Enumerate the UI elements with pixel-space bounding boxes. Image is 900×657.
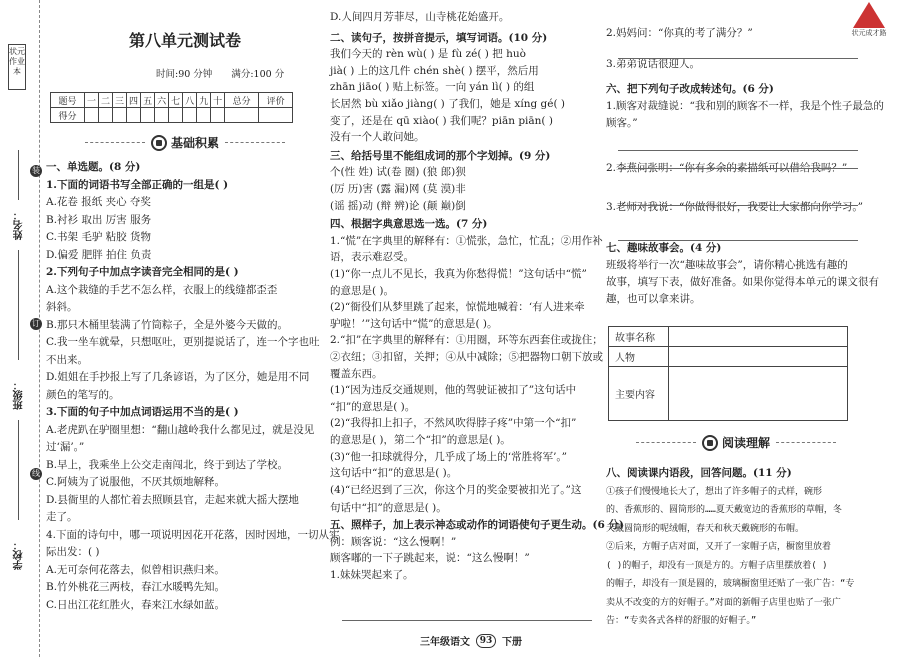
score-header-cell: 二 (99, 93, 113, 108)
score-cell[interactable] (155, 108, 169, 123)
question-text: 长居然 bù xiǎo jiàng( ) 了我们，她是 xíng gé( ) (330, 98, 565, 110)
question-text: (谣 摇)动 (辩 辨)论 (颠 巅)倒 (330, 199, 466, 212)
score-header-cell: 十 (211, 93, 225, 108)
score-table (50, 92, 293, 123)
score-row-label: 得分 (51, 108, 85, 123)
binding-dot: 订 (32, 319, 40, 328)
reading-icon (702, 435, 718, 451)
question-text: 1.“慌”在字典里的解释有：①慌张，急忙，忙乱；②用作补 (330, 234, 603, 247)
question-text: B.那只木桶里装满了竹筒粽子，全是外婆今天做的。 (46, 318, 289, 331)
question-text: 4.下面的诗句中，哪一项说明因花开花落，因时因地，一切从实 (46, 528, 340, 541)
question-text: C.书架 毛驴 粘胶 货物 (46, 231, 152, 243)
question-text: 斜斜。 (46, 301, 78, 313)
question-heading: 2.下列句子中加点字读音完全相同的是( ) (46, 266, 239, 278)
section-header-reading (606, 434, 866, 451)
question-text: 趣，也可以拿来讲。 (606, 293, 701, 305)
score-cell[interactable] (225, 108, 259, 123)
question-text: 2.“扣”在字典里的解释有：①用圈，环等东西套住或拢住； (330, 334, 603, 347)
score-header-cell: 总分 (225, 93, 259, 108)
question-text: 句话中“扣”的意思是( )。 (330, 502, 447, 515)
question-text: 我们今天的 rèn wù( ) 是 fù zé( ) 把 huò (330, 48, 526, 61)
question-heading: 3.下面的句子中加点词语运用不当的是( ) (46, 406, 239, 418)
question-text: 卖从不改变的方的好帽子。”对面的新帽子店里也贴了一张广 (606, 597, 841, 608)
school-label: 学校： (14, 540, 25, 570)
score-cell[interactable] (85, 108, 99, 123)
answer-line (618, 240, 858, 241)
question-text: (3)“他一扣球就得分，几乎成了场上的‘常胜将军’。” (330, 450, 568, 463)
question-text: ( )的帽子，却没有一顶是方的。方帽子店里摆放着( ) (606, 560, 828, 571)
full-score: 满分:100 分 (231, 69, 285, 80)
question-heading: 一、单选题。(8 分) (46, 161, 141, 173)
question-text: 过‘漏’。” (46, 441, 85, 453)
class-label: 班级： (14, 380, 25, 410)
question-text: (2)“衙役们从梦里跳了起来，惊慌地喊着：‘有人进来牵 (330, 301, 585, 314)
question-heading: 四、根据字典意思选一选。(7 分) (330, 218, 488, 231)
question-text: C.我一坐车就晕，只想呕吐，更别提说话了，连一个字也吐 (46, 336, 320, 348)
question-text: 顾客。” (606, 117, 638, 129)
name-label: 姓名： (14, 210, 25, 240)
binding-dot: 装 (32, 166, 40, 175)
score-header-cell: 七 (169, 93, 183, 108)
question-text: A.花卷 报纸 夹心 夺奖 (46, 196, 151, 208)
question-text: ②后来，方帽子店对面，又开了一家帽子店，橱窗里放着 (606, 542, 832, 552)
score-cell[interactable] (211, 108, 225, 123)
footer-volume: 下册 (502, 637, 522, 648)
question-text: (2)“我得扣上扣子，不然风吹得脖子疼”中第一个“扣” (330, 417, 577, 430)
score-header-cell: 八 (183, 93, 197, 108)
answer-line (618, 58, 858, 59)
question-text: D.人间四月芳菲尽，山寺桃花始盛开。 (330, 11, 510, 23)
page-footer (420, 633, 522, 648)
question-text: 颜色的笔写的。 (46, 388, 120, 401)
question-text: C.阿姨为了说服他，不厌其烦地解释。 (46, 476, 225, 488)
story-character-cell[interactable] (669, 347, 848, 367)
score-header-cell: 九 (197, 93, 211, 108)
page-number: 93 (476, 634, 496, 648)
question-text: “扣”的意思是( )。 (330, 400, 416, 413)
question-text: jià( ) 上的这几件 chén shè( ) 摆平，然后用 (330, 64, 539, 77)
question-text: 2.妈妈问：“你真的考了满分？” (606, 27, 753, 39)
story-table (608, 326, 848, 421)
answer-line (618, 168, 858, 169)
question-text: 的意思是( )，第二个“扣”的意思是( )。 (330, 434, 511, 446)
question-text: B.早上，我乘坐上公交走南闯北，终于到达了学校。 (46, 458, 289, 471)
question-text: 变了，还是在 qū xiào( ) 我们呢？piān piān( ) (330, 114, 553, 127)
story-character-label: 人物 (609, 347, 669, 367)
question-text: (1)“因为违反交通规则，他的驾驶证被扣了”这句话中 (330, 384, 577, 397)
score-cell[interactable] (259, 108, 293, 123)
question-text: zhān jiāo( ) 贴上标签。一向 yán lì( ) 的组 (330, 81, 535, 94)
section-title: 基础积累 (170, 136, 219, 150)
question-heading: 三、给括号里不能组成词的那个字划掉。(9 分) (330, 149, 551, 162)
story-content-label: 主要内容 (609, 367, 669, 421)
score-header-cell: 三 (113, 93, 127, 108)
question-text: 不出来。 (46, 353, 88, 366)
question-text: D.姐姐在手抄报上写了几条谚语，为了区分，她是用不同 (46, 371, 310, 383)
brand-tag: 状元作业本 (8, 44, 26, 90)
story-name-cell[interactable] (669, 327, 848, 347)
question-text: 际出发：( ) (46, 546, 100, 558)
page-title: 第八单元测试卷 (128, 31, 241, 50)
section-title: 阅读理解 (721, 436, 770, 450)
question-heading: 1.下面的词语书写全部正确的一组是( ) (46, 178, 229, 191)
question-text: 天戴圆筒形的呢绒帽，春天和秋天戴碗形的布帽。 (606, 523, 805, 534)
question-text: 的、香蕉形的、圆筒形的……夏天戴宽边的香蕉形的草帽，冬 (606, 505, 842, 515)
logo-caption: 状元成才路 (851, 29, 887, 37)
question-text: 顾客嘟的一下子跳起来，说：“这么慢啊！” (330, 552, 530, 565)
story-name-label: 故事名称 (609, 327, 669, 347)
score-header-cell: 六 (155, 93, 169, 108)
question-text: 语，表示难忍受。 (330, 251, 414, 264)
book-icon (151, 135, 167, 151)
fill-line (18, 250, 19, 360)
question-text: C.日出江花红胜火，春来江水绿如蓝。 (46, 598, 225, 611)
question-text: (厉 历)害 (露 漏)网 (莫 漠)非 (330, 183, 466, 195)
question-text: 覆盖东西。 (330, 367, 383, 380)
question-text: 的意思是( )。 (330, 284, 395, 297)
question-text: 3.弟弟说话很迎人。 (606, 58, 701, 70)
score-cell[interactable] (197, 108, 211, 123)
question-text: D.偏爱 肥胖 拍住 负责 (46, 248, 152, 261)
question-text: 2.李燕问张明：“你有多余的素描纸可以借给我吗？” (606, 162, 848, 174)
score-cell[interactable] (183, 108, 197, 123)
score-cell[interactable] (113, 108, 127, 123)
question-text: 走了。 (46, 511, 78, 523)
logo-emblem-icon (853, 2, 885, 28)
exam-meta (156, 66, 300, 80)
footer-subject: 三年级语文 (420, 637, 470, 648)
score-header-cell: 题号 (51, 93, 85, 108)
time-limit: 时间:90 分钟 (156, 69, 213, 80)
binding-dot: 线 (32, 469, 40, 478)
question-text: A.老虎趴在驴圈里想：“翻山越岭我什么都见过，就是没见 (46, 423, 315, 436)
column-right (606, 0, 896, 657)
question-text: B.竹外桃花三两枝，春江水暖鸭先知。 (46, 581, 226, 593)
question-text: (1)“你一点儿不见长，我真为你愁得慌！”这句话中“慌” (330, 268, 587, 280)
section-header-basic (46, 134, 324, 151)
question-text: 例：顾客说：“这么慢啊！” (330, 535, 457, 548)
question-text: A.这个栽缝的手艺不怎么样，衣服上的线缝都歪歪 (46, 283, 278, 296)
column-middle (330, 0, 624, 657)
question-heading: 二、读句子，按拼音提示，填写词语。(10 分) (330, 31, 548, 44)
score-header-cell: 评价 (259, 93, 293, 108)
answer-line (342, 620, 592, 621)
question-text: 故事，填写下表，做好准备。如果你觉得本单元的课文很有 (606, 276, 879, 288)
question-text: ①孩子们慢慢地长大了，想出了许多帽子的式样，碗形 (606, 486, 823, 497)
brand-logo (846, 2, 892, 42)
question-text: A.无可奈何花落去，似曾相识燕归来。 (46, 563, 225, 576)
answer-line (618, 205, 858, 206)
question-heading: 五、照样子，加上表示神态或动作的词语使句子更生动。(6 分) (330, 519, 624, 531)
story-content-cell[interactable] (669, 367, 848, 421)
question-text: 这句话中“扣”的意思是( )。 (330, 467, 458, 480)
question-text: 1.顾客对裁缝说：“我和别的顾客不一样，我是个性子最急的 (606, 100, 884, 112)
question-text: 驴啦！’”这句话中“慌”的意思是( )。 (330, 317, 498, 330)
question-text: D.县衙里的人都忙着去照顾县官，走起来就大摇大摆地 (46, 493, 299, 506)
score-cell[interactable] (99, 108, 113, 123)
question-text: 班级将举行一次“趣味故事会”，请你精心挑选有趣的 (606, 259, 848, 271)
column-left (46, 0, 340, 657)
question-text: 1.妹妹哭起来了。 (330, 568, 414, 581)
question-heading: 六、把下列句子改成转述句。(6 分) (606, 83, 774, 95)
score-header-cell: 五 (141, 93, 155, 108)
question-heading: 八、阅读课内语段，回答问题。(11 分) (606, 467, 792, 479)
question-text: B.衬衫 取出 厉害 服务 (46, 213, 152, 226)
binding-margin (0, 0, 40, 657)
question-text: (4)“已经迟到了三次，你这个月的奖金要被扣光了。”这 (330, 483, 582, 496)
score-cell[interactable] (169, 108, 183, 123)
score-cell[interactable] (141, 108, 155, 123)
answer-line (618, 150, 858, 151)
fill-line (18, 420, 19, 520)
fill-line (18, 150, 19, 200)
question-text: 告：“专卖各式各样的舒服的好帽子。” (606, 616, 757, 626)
question-heading: 七、趣味故事会。(4 分) (606, 242, 722, 254)
question-text: 3.老师对我说：“你做得很好，我要让大家都向你学习。” (606, 201, 864, 213)
score-header-cell: 一 (85, 93, 99, 108)
question-text: 的帽子，却没有一顶是圆的，玻璃橱窗里还贴了一张广告：“专 (606, 579, 855, 589)
question-text: 没有一个人敢问她。 (330, 131, 425, 144)
score-cell[interactable] (127, 108, 141, 123)
question-text: ②衣纽；③扣留，关押；④从中减除；⑤把器物口朝下放或 (330, 351, 603, 363)
question-text: 个(性 姓) 试(卷 圈) (狼 郎)狈 (330, 166, 466, 179)
score-header-cell: 四 (127, 93, 141, 108)
